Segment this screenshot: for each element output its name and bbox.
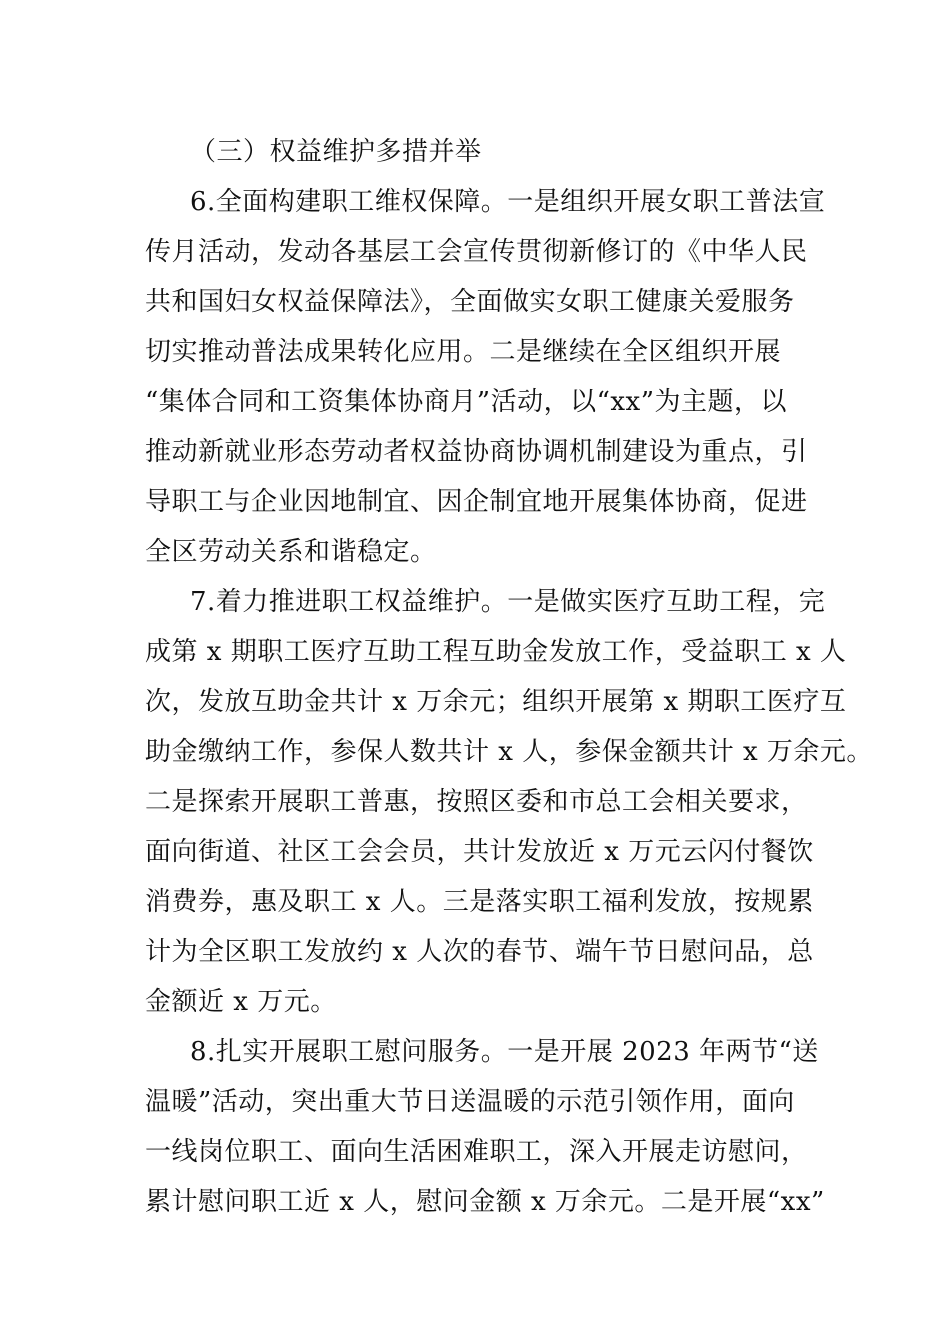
paragraph-8-line-1: 8.扎实开展职工慰问服务。一是开展 2023 年两节“送 [190, 1037, 819, 1067]
paragraph-8-line-2: 温暖”活动，突出重大节日送温暖的示范引领作用，面向 [145, 1087, 795, 1117]
paragraph-6-line-7: 导职工与企业因地制宜、因企制宜地开展集体协商，促进 [145, 487, 808, 517]
paragraph-7-line-5: 二是探索开展职工普惠，按照区委和市总工会相关要求， [145, 787, 808, 817]
paragraph-8-line-4: 累计慰问职工近 x 人，慰问金额 x 万余元。二是开展“xx” [145, 1187, 825, 1217]
paragraph-7-line-2: 成第 x 期职工医疗互助工程互助金发放工作，受益职工 x 人 [145, 637, 847, 667]
paragraph-6-line-4: 切实推动普法成果转化应用。二是继续在全区组织开展 [145, 337, 782, 367]
paragraph-7-line-3: 次，发放互助金共计 x 万余元；组织开展第 x 期职工医疗互 [145, 687, 847, 717]
paragraph-6-line-1: 6.全面构建职工维权保障。一是组织开展女职工普法宣 [190, 187, 826, 217]
paragraph-6-line-2: 传月活动，发动各基层工会宣传贯彻新修订的《中华人民 [145, 237, 808, 267]
paragraph-6-line-3: 共和国妇女权益保障法》，全面做实女职工健康关爱服务 [145, 287, 795, 317]
paragraph-7-line-9: 金额近 x 万元。 [145, 987, 337, 1017]
paragraph-7-line-6: 面向街道、社区工会会员，共计发放近 x 万元云闪付餐饮 [145, 837, 814, 867]
paragraph-7-line-4: 助金缴纳工作，参保人数共计 x 人，参保金额共计 x 万余元。 [145, 737, 873, 767]
paragraph-7-line-7: 消费券，惠及职工 x 人。三是落实职工福利发放，按规累 [145, 887, 814, 917]
paragraph-6-line-8: 全区劳动关系和谐稳定。 [145, 537, 437, 567]
paragraph-6-line-5: “集体合同和工资集体协商月”活动，以“xx”为主题，以 [145, 387, 787, 417]
paragraph-7-line-8: 计为全区职工发放约 x 人次的春节、端午节日慰问品，总 [145, 937, 814, 967]
paragraph-7-line-1: 7.着力推进职工权益维护。一是做实医疗互助工程，完 [190, 587, 826, 617]
paragraph-6-line-6: 推动新就业形态劳动者权益协商协调机制建设为重点，引 [145, 437, 808, 467]
paragraph-8-line-3: 一线岗位职工、面向生活困难职工，深入开展走访慰问， [145, 1137, 808, 1167]
section-heading: （三）权益维护多措并举 [190, 137, 482, 167]
